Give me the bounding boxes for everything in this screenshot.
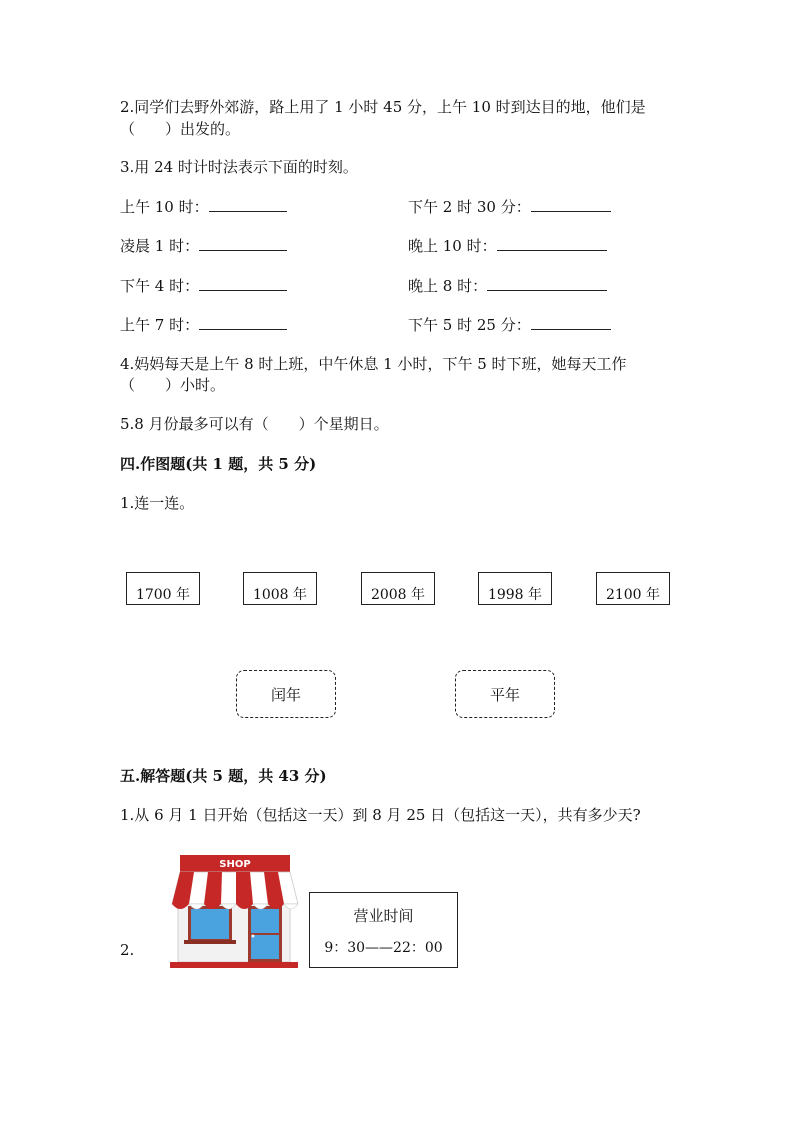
- business-hours-title: 营业时间: [353, 907, 414, 925]
- shop-window-glass: [191, 909, 229, 939]
- q3-item-label: 下午 5 时 25 分：: [408, 316, 531, 334]
- leap-year-box[interactable]: 闰年: [236, 670, 336, 718]
- year-box-5[interactable]: 2100 年: [596, 572, 670, 605]
- answer-blank[interactable]: [199, 276, 287, 291]
- q3-item-5: [120, 276, 287, 296]
- q3-item-8: [408, 315, 611, 335]
- section4-heading: 四.作图题(共 1 题，共 5 分): [120, 455, 317, 473]
- q3-item-6: [408, 276, 607, 296]
- q3-item-label: 下午 4 时：: [120, 277, 200, 295]
- shop-base: [170, 962, 298, 968]
- common-year-box[interactable]: 平年: [455, 670, 555, 718]
- q3-item-1: [120, 197, 287, 217]
- answer-blank[interactable]: [531, 197, 611, 212]
- q3-item-2: [408, 197, 611, 217]
- answer-blank[interactable]: [487, 276, 607, 291]
- q2-line2: （ ）出发的。: [120, 120, 241, 138]
- answer-blank[interactable]: [497, 236, 607, 251]
- q5-text: 5.8 月份最多可以有（ ）个星期日。: [120, 415, 389, 433]
- year-box-1[interactable]: 1700 年: [126, 572, 200, 605]
- answer-blank[interactable]: [199, 315, 287, 330]
- q3-item-3: [120, 236, 287, 256]
- year-box-3[interactable]: 2008 年: [361, 572, 435, 605]
- q2-line1: 2.同学们去野外郊游，路上用了 1 小时 45 分，上午 10 时到达目的地，他们是: [120, 98, 646, 116]
- business-hours-time: 9：30——22：00: [324, 940, 443, 956]
- section5-q1-text: 1.从 6 月 1 日开始（包括这一天）到 8 月 25 日（包括这一天），共有多少天?: [120, 806, 641, 824]
- business-hours-box: [309, 892, 458, 968]
- q3-item-4: [408, 236, 607, 256]
- q3-item-label: 晚上 10 时：: [408, 237, 497, 255]
- q3-item-label: 下午 2 时 30 分：: [408, 198, 531, 216]
- q3-item-label: 上午 7 时：: [120, 316, 200, 334]
- answer-blank[interactable]: [209, 197, 287, 212]
- section5-heading: 五.解答题(共 5 题，共 43 分): [120, 767, 327, 785]
- q3-item-label: 上午 10 时：: [120, 198, 209, 216]
- q3-title: 3.用 24 时计时法表示下面的时刻。: [120, 158, 358, 176]
- q4-line2: （ ）小时。: [120, 376, 226, 394]
- section5-q2-number: 2.: [120, 941, 135, 959]
- section4-q1-text: 1.连一连。: [120, 494, 195, 512]
- answer-blank[interactable]: [531, 315, 611, 330]
- year-box-4[interactable]: 1998 年: [478, 572, 552, 605]
- q3-item-7: [120, 315, 287, 335]
- answer-blank[interactable]: [199, 236, 287, 251]
- shop-sign-text: SHOP: [219, 859, 251, 870]
- year-box-2[interactable]: 1008 年: [243, 572, 317, 605]
- shop-window-sill: [184, 940, 236, 944]
- q4-line1: 4.妈妈每天是上午 8 时上班，中午休息 1 小时，下午 5 时下班，她每天工作: [120, 355, 627, 373]
- q3-item-label: 晚上 8 时：: [408, 277, 488, 295]
- shop-illustration: [160, 852, 300, 972]
- q3-item-label: 凌晨 1 时：: [120, 237, 200, 255]
